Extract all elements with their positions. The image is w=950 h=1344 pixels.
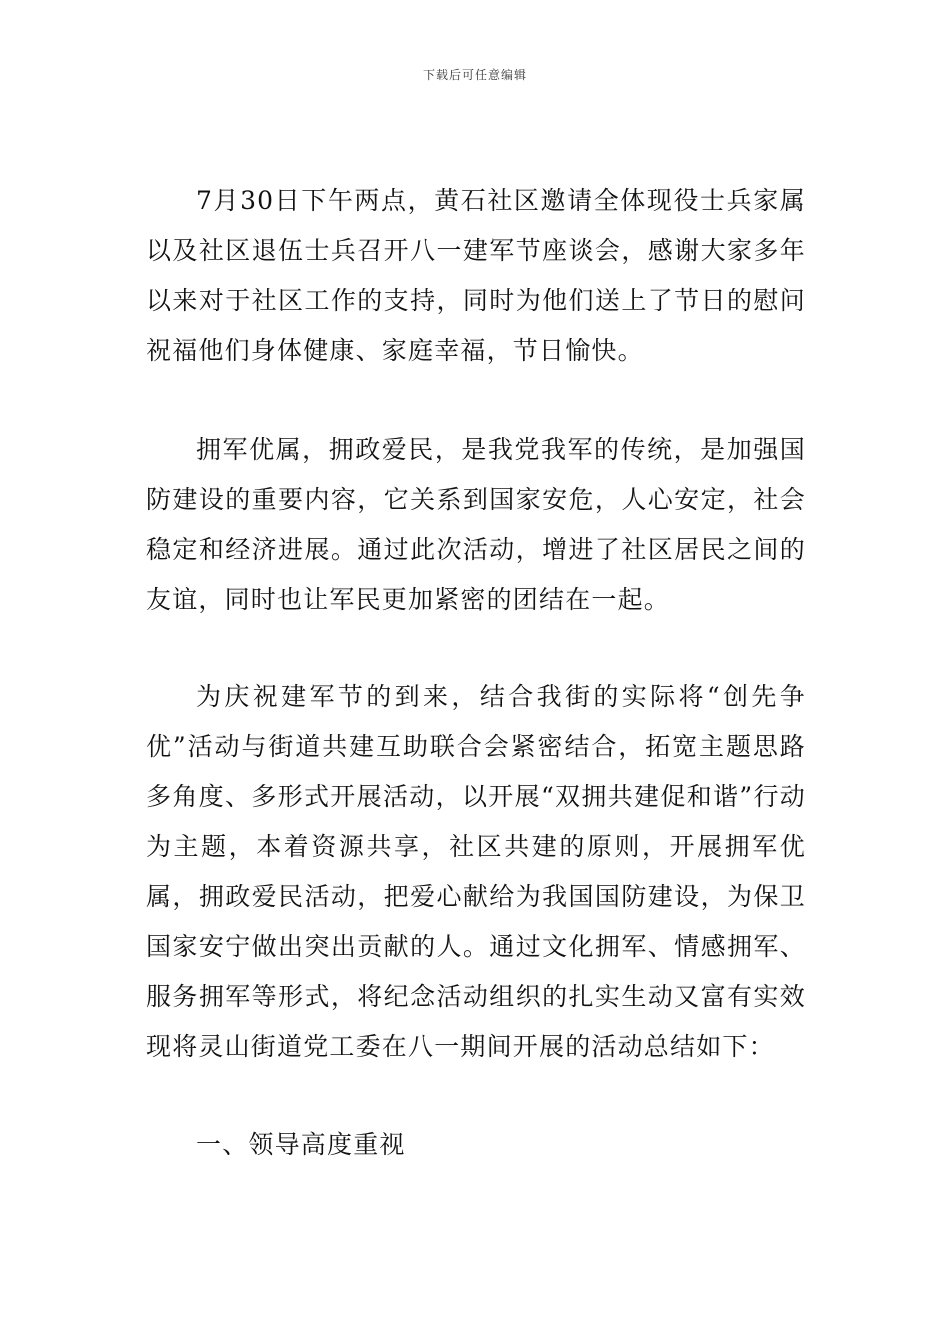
paragraph-3: 为庆祝建军节的到来，结合我街的实际将“创先争优”活动与街道共建互助联合会紧密结合，拓宽主题思路多角度、多形式开展活动，以开展“双拥共建促和谐”行动为主题，本着资源共享，社区共建的原则，开展拥军优属，拥政爱民活动，把爱心献给为我国国防建设，为保卫国家安宁做出突出贡献的人。通过文化拥军、情感拥军、服务拥军等形式，将纪念活动组织的扎实生动又富有实效现将灵山街道党工委在八一期间开展的活动总结如下： — [146, 682, 806, 1061]
page-header: 下载后可任意编辑 — [422, 68, 527, 82]
paragraph-1: 7月30日下午两点，黄石社区邀请全体现役士兵家属以及社区退伍士兵召开八一建军节座谈会，感谢大家多年以来对于社区工作的支持，同时为他们送上了节日的慰问祝福他们身体健康、家庭幸福，节日愉快。 — [146, 186, 806, 365]
section-heading: 一、领导高度重视 — [196, 1130, 406, 1159]
paragraph-2: 拥军优属，拥政爱民，是我党我军的传统，是加强国防建设的重要内容，它关系到国家安危，人心安定，社会稳定和经济进展。通过此次活动，增进了社区居民之间的友谊，同时也让军民更加紧密的团结在一起。 — [146, 435, 806, 614]
